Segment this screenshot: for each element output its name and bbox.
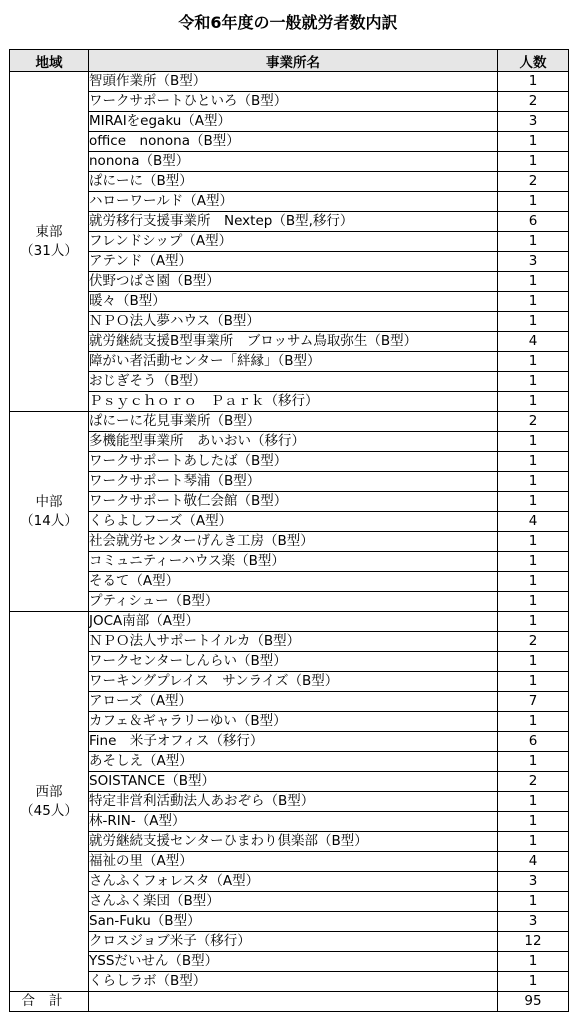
office-count: 1 bbox=[498, 472, 569, 492]
table-row bbox=[10, 432, 569, 452]
office-count: 2 bbox=[498, 772, 569, 792]
region-cell bbox=[10, 72, 89, 412]
table-row bbox=[10, 112, 569, 132]
office-count: 1 bbox=[498, 192, 569, 212]
office-name: さんふくフォレスタ（A型） bbox=[89, 872, 498, 892]
table-row bbox=[10, 912, 569, 932]
table-body bbox=[10, 72, 569, 992]
office-name: ＮＰＯ法人夢ハウス（B型） bbox=[89, 312, 498, 332]
total-row bbox=[10, 992, 569, 1012]
office-name: 福祉の里（A型） bbox=[89, 852, 498, 872]
office-name: office nonona（B型） bbox=[89, 132, 498, 152]
table-row bbox=[10, 452, 569, 472]
header-region: 地域 bbox=[10, 50, 89, 72]
office-count: 3 bbox=[498, 112, 569, 132]
total-name bbox=[89, 992, 498, 1012]
office-count: 1 bbox=[498, 372, 569, 392]
table-row bbox=[10, 552, 569, 572]
table-row bbox=[10, 212, 569, 232]
table-row bbox=[10, 412, 569, 432]
office-count: 1 bbox=[498, 812, 569, 832]
office-name: MIRAIをegaku（A型） bbox=[89, 112, 498, 132]
table-row bbox=[10, 732, 569, 752]
table-row bbox=[10, 352, 569, 372]
office-count: 2 bbox=[498, 172, 569, 192]
region-name: 中部 bbox=[35, 493, 63, 510]
office-count: 1 bbox=[498, 272, 569, 292]
office-name: nonona（B型） bbox=[89, 152, 498, 172]
region-total: （45人） bbox=[20, 802, 78, 819]
office-count: 1 bbox=[498, 752, 569, 772]
office-count: 1 bbox=[498, 972, 569, 992]
office-name: あそしえ（A型） bbox=[89, 752, 498, 772]
table-row bbox=[10, 592, 569, 612]
office-name: コミュニティーハウス楽（B型） bbox=[89, 552, 498, 572]
table-row bbox=[10, 152, 569, 172]
office-name: 就労継続支援センターひまわり倶楽部（B型） bbox=[89, 832, 498, 852]
office-count: 1 bbox=[498, 712, 569, 732]
table-row bbox=[10, 752, 569, 772]
page-title: 令和6年度の一般就労者数内訳 bbox=[178, 13, 398, 32]
header-count: 人数 bbox=[498, 50, 569, 72]
office-count: 4 bbox=[498, 512, 569, 532]
table-row bbox=[10, 132, 569, 152]
table-row bbox=[10, 172, 569, 192]
office-count: 1 bbox=[498, 572, 569, 592]
office-count: 1 bbox=[498, 612, 569, 632]
table-row bbox=[10, 772, 569, 792]
office-name: 特定非営利活動法人あおぞら（B型） bbox=[89, 792, 498, 812]
table-row bbox=[10, 812, 569, 832]
office-name: ワーキングプレイス サンライズ（B型） bbox=[89, 672, 498, 692]
office-name: ぱにーに（B型） bbox=[89, 172, 498, 192]
table-row bbox=[10, 872, 569, 892]
office-name: そるて（A型） bbox=[89, 572, 498, 592]
office-name: 伏野つばさ園（B型） bbox=[89, 272, 498, 292]
table-row bbox=[10, 512, 569, 532]
table-row bbox=[10, 472, 569, 492]
office-name: カフェ＆ギャラリーゆい（B型） bbox=[89, 712, 498, 732]
office-count: 6 bbox=[498, 212, 569, 232]
office-name: ワークサポートあしたば（B型） bbox=[89, 452, 498, 472]
office-count: 1 bbox=[498, 592, 569, 612]
table-row bbox=[10, 612, 569, 632]
office-name: アテンド（A型） bbox=[89, 252, 498, 272]
office-name: Fine 米子オフィス（移行） bbox=[89, 732, 498, 752]
region-cell bbox=[10, 612, 89, 992]
office-name: ＮＰＯ法人サポートイルカ（B型） bbox=[89, 632, 498, 652]
header-name: 事業所名 bbox=[89, 50, 498, 72]
office-name: Ｐｓｙｃｈｏｒｏ Ｐａｒｋ（移行） bbox=[89, 392, 498, 412]
table-row bbox=[10, 392, 569, 412]
table-row bbox=[10, 292, 569, 312]
table-row bbox=[10, 532, 569, 552]
office-count: 3 bbox=[498, 912, 569, 932]
office-count: 3 bbox=[498, 872, 569, 892]
office-name: 智頭作業所（B型） bbox=[89, 72, 498, 92]
table-row bbox=[10, 572, 569, 592]
office-name: ワークサポート琴浦（B型） bbox=[89, 472, 498, 492]
table-row bbox=[10, 712, 569, 732]
office-name: アローズ（A型） bbox=[89, 692, 498, 712]
office-name: くらしラボ（B型） bbox=[89, 972, 498, 992]
office-count: 6 bbox=[498, 732, 569, 752]
office-name: ワークサポートひといろ（B型） bbox=[89, 92, 498, 112]
office-count: 1 bbox=[498, 132, 569, 152]
office-count: 2 bbox=[498, 632, 569, 652]
office-name: ハローワールド（A型） bbox=[89, 192, 498, 212]
office-count: 4 bbox=[498, 332, 569, 352]
office-count: 1 bbox=[498, 152, 569, 172]
office-name: さんふく楽団（B型） bbox=[89, 892, 498, 912]
office-count: 1 bbox=[498, 232, 569, 252]
table-header-row bbox=[10, 50, 569, 72]
office-name: 就労移行支援事業所 Nextep（B型,移行） bbox=[89, 212, 498, 232]
office-count: 1 bbox=[498, 352, 569, 372]
region-total: （31人） bbox=[20, 242, 78, 259]
office-name: プティシュー（B型） bbox=[89, 592, 498, 612]
region-cell bbox=[10, 412, 89, 612]
office-name: SOISTANCE（B型） bbox=[89, 772, 498, 792]
employment-table bbox=[9, 49, 569, 1012]
office-count: 1 bbox=[498, 492, 569, 512]
office-name: JOCA南部（A型） bbox=[89, 612, 498, 632]
office-name: 多機能型事業所 あいおい（移行） bbox=[89, 432, 498, 452]
office-count: 1 bbox=[498, 952, 569, 972]
office-name: 就労継続支援B型事業所 ブロッサム鳥取弥生（B型） bbox=[89, 332, 498, 352]
office-name: おじぎそう（B型） bbox=[89, 372, 498, 392]
table-row bbox=[10, 492, 569, 512]
table-row bbox=[10, 892, 569, 912]
office-count: 7 bbox=[498, 692, 569, 712]
office-name: YSSだいせん（B型） bbox=[89, 952, 498, 972]
office-name: 障がい者活動センター「絆縁」（B型） bbox=[89, 352, 498, 372]
office-count: 1 bbox=[498, 672, 569, 692]
office-name: 暖々（B型） bbox=[89, 292, 498, 312]
table-row bbox=[10, 192, 569, 212]
office-count: 1 bbox=[498, 532, 569, 552]
total-label: 合計 bbox=[10, 992, 89, 1012]
table-row bbox=[10, 252, 569, 272]
table-row bbox=[10, 832, 569, 852]
table-row bbox=[10, 952, 569, 972]
office-name: San-Fuku（B型） bbox=[89, 912, 498, 932]
office-name: ワークセンターしんらい（B型） bbox=[89, 652, 498, 672]
office-count: 2 bbox=[498, 92, 569, 112]
table-row bbox=[10, 672, 569, 692]
table-row bbox=[10, 852, 569, 872]
office-count: 1 bbox=[498, 292, 569, 312]
office-count: 1 bbox=[498, 892, 569, 912]
office-count: 4 bbox=[498, 852, 569, 872]
total-count: 95 bbox=[498, 992, 569, 1012]
office-name: クロスジョブ米子（移行） bbox=[89, 932, 498, 952]
table-row bbox=[10, 372, 569, 392]
office-count: 1 bbox=[498, 792, 569, 812]
table-row bbox=[10, 792, 569, 812]
table-row bbox=[10, 972, 569, 992]
office-name: ワークサポート敬仁会館（B型） bbox=[89, 492, 498, 512]
office-name: 社会就労センターげんき工房（B型） bbox=[89, 532, 498, 552]
office-count: 1 bbox=[498, 312, 569, 332]
region-total: （14人） bbox=[20, 512, 78, 529]
office-name: フレンドシップ（A型） bbox=[89, 232, 498, 252]
office-count: 2 bbox=[498, 412, 569, 432]
region-name: 東部 bbox=[35, 223, 63, 240]
table-row bbox=[10, 692, 569, 712]
office-name: くらよしフーズ（A型） bbox=[89, 512, 498, 532]
office-count: 1 bbox=[498, 552, 569, 572]
table-row bbox=[10, 632, 569, 652]
office-count: 1 bbox=[498, 452, 569, 472]
table-row bbox=[10, 72, 569, 92]
table-row bbox=[10, 92, 569, 112]
table-row bbox=[10, 652, 569, 672]
table-row bbox=[10, 232, 569, 252]
office-name: ぱにーに花見事業所（B型） bbox=[89, 412, 498, 432]
office-count: 1 bbox=[498, 392, 569, 412]
office-count: 1 bbox=[498, 432, 569, 452]
office-count: 1 bbox=[498, 72, 569, 92]
table-row bbox=[10, 932, 569, 952]
office-name: 林-RIN-（A型） bbox=[89, 812, 498, 832]
office-count: 1 bbox=[498, 652, 569, 672]
region-name: 西部 bbox=[35, 783, 63, 800]
table-row bbox=[10, 332, 569, 352]
table-row bbox=[10, 272, 569, 292]
office-count: 12 bbox=[498, 932, 569, 952]
office-count: 1 bbox=[498, 832, 569, 852]
office-count: 3 bbox=[498, 252, 569, 272]
table-row bbox=[10, 312, 569, 332]
